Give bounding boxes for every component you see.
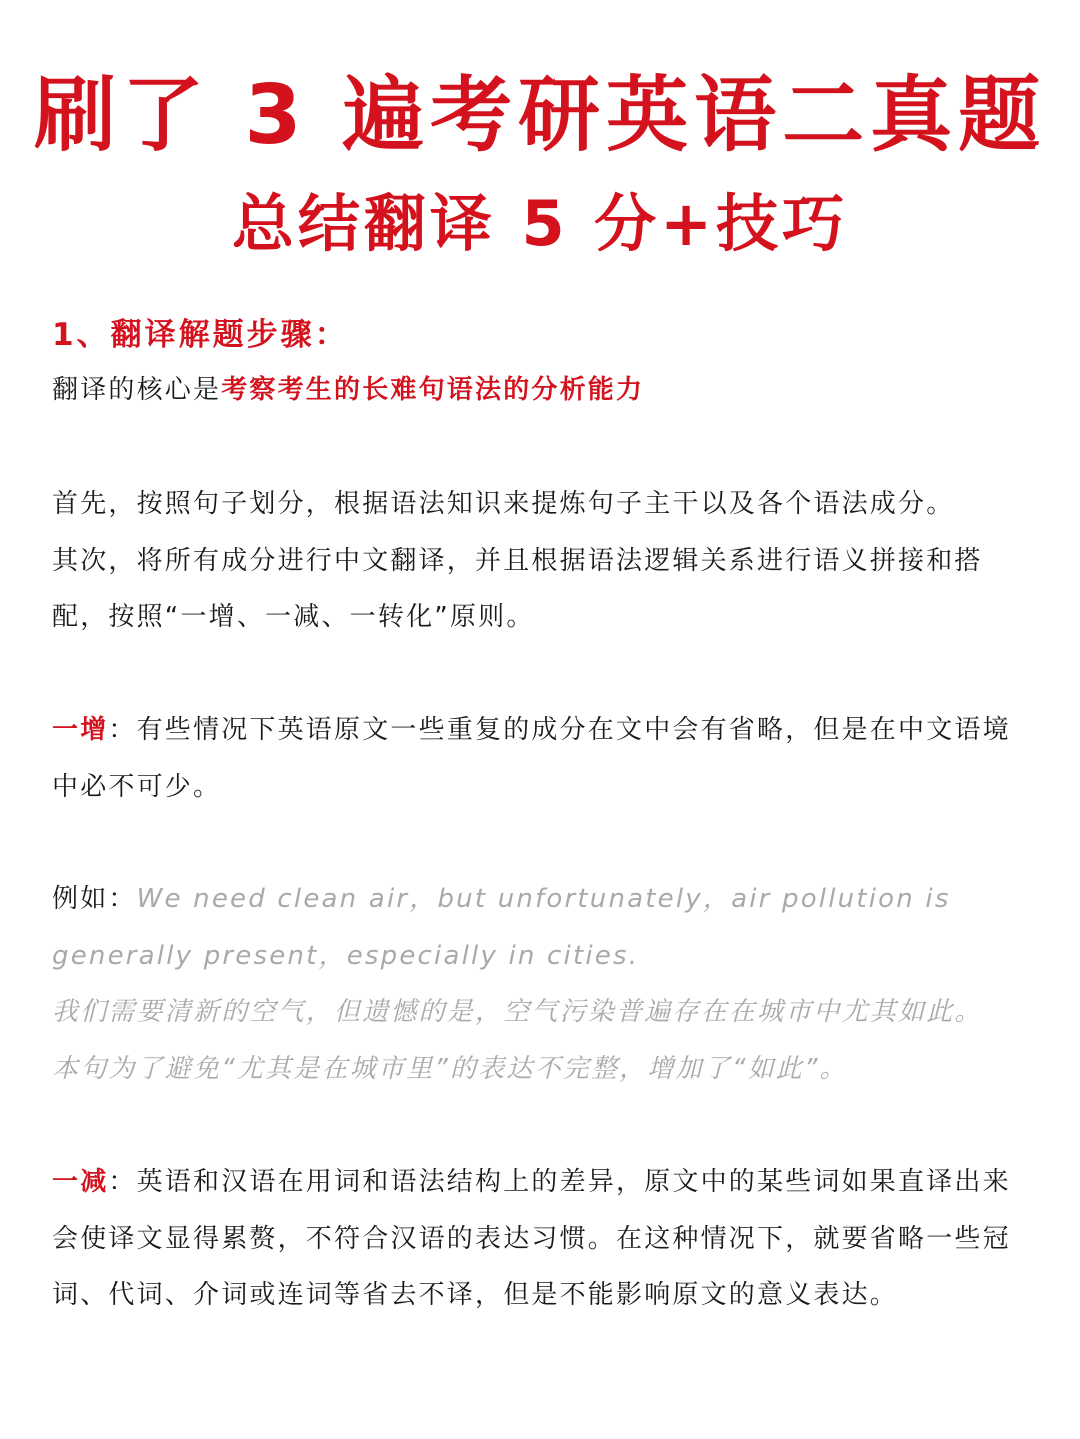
section-heading: 1、翻译解题步骤：: [52, 317, 349, 353]
steps-line-second: 其次，将所有成分进行中文翻译，并且根据语法逻辑关系进行语义拼接和搭配，按照“一增、一减、一转化”原则。: [52, 545, 983, 632]
jian-paragraph: [52, 1154, 1032, 1324]
zeng-text: ：有些情况下英语原文一些重复的成分在文中会有省略，但是在中文语境中必不可少。: [52, 715, 1011, 802]
page-title: 刷了 3 遍考研英语二真题: [33, 68, 1047, 163]
intro-highlight: 考察考生的长难句语法的分析能力: [221, 375, 645, 405]
intro-paragraph: [52, 362, 1032, 419]
steps-paragraph: [52, 476, 1032, 646]
example-block: [52, 871, 1032, 1097]
jian-label: 一减: [52, 1167, 109, 1197]
zeng-paragraph: [52, 702, 1032, 815]
intro-prefix: 翻译的核心是: [52, 375, 222, 405]
example-chinese: 我们需要清新的空气，但遗憾的是，空气污染普遍存在在城市中尤其如此。: [52, 997, 983, 1027]
zeng-label: 一增: [52, 715, 109, 745]
steps-line-first: 首先，按照句子划分，根据语法知识来提炼句子主干以及各个语法成分。: [52, 489, 955, 519]
page-subtitle: 总结翻译 5 分+技巧: [231, 187, 849, 260]
example-label: 例如：: [52, 884, 137, 914]
example-note: 本句为了避免“尤其是在城市里”的表达不完整，增加了“如此”。: [52, 1053, 848, 1084]
jian-text: ：英语和汉语在用词和语法结构上的差异，原文中的某些词如果直译出来会使译文显得累赘，不符合汉语的表达习惯。在这种情况下，就要省略一些冠词、代词、介词或连词等省去不译，但是不能影响原文的意义表达。: [52, 1167, 1011, 1310]
example-english: We need clean air，but unfortunately，air pollution is generally present，especially in cities.: [52, 884, 951, 971]
